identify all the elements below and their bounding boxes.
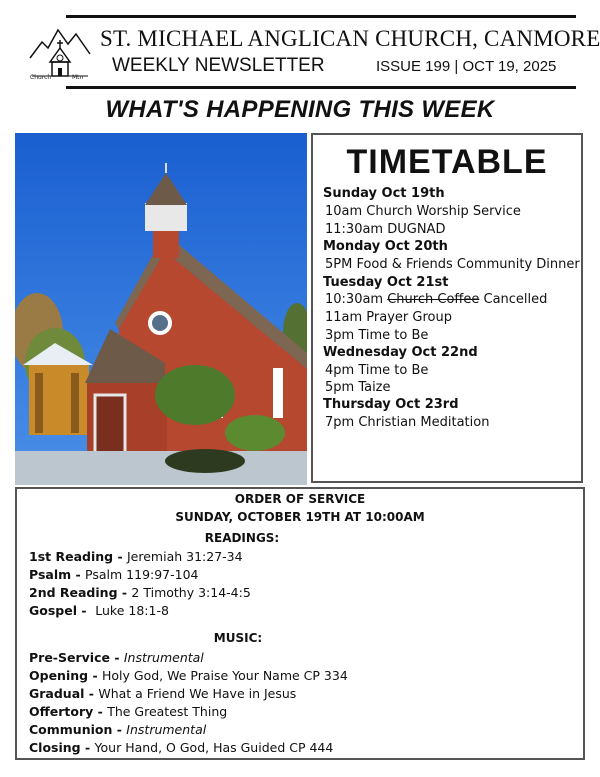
row-separator: - <box>113 549 127 564</box>
order-of-service-title: ORDER OF SERVICE <box>234 492 366 506</box>
newsletter-title: WEEKLY NEWSLETTER <box>112 55 325 76</box>
row-separator: - <box>71 567 86 582</box>
timetable-text: 11:30am DUGNAD <box>325 222 446 237</box>
order-of-service-box <box>15 487 585 760</box>
timetable-item <box>325 204 521 219</box>
row-value: Your Hand, O God, Has Guided CP 444 <box>94 740 334 755</box>
music-row <box>29 668 348 683</box>
timetable-item <box>325 363 428 378</box>
row-label: 2nd Reading <box>29 585 118 600</box>
timetable-item <box>325 257 580 272</box>
row-value: Instrumental <box>126 722 207 737</box>
row-label: Closing <box>29 740 81 755</box>
row-separator: - <box>80 740 95 755</box>
row-separator: - <box>84 686 99 701</box>
row-value: What a Friend We Have in Jesus <box>98 686 297 701</box>
reading-row <box>29 567 199 582</box>
row-value: Holy God, We Praise Your Name CP 334 <box>102 668 348 683</box>
timetable-text: 5PM Food & Friends Community Dinner <box>325 257 580 272</box>
timetable-day <box>323 345 478 360</box>
timetable-text: 5pm Taize <box>325 380 391 395</box>
row-value: 2 Timothy 3:14-4:5 <box>131 585 251 600</box>
timetable-text: 10:30am <box>325 292 388 307</box>
timetable-text: 3pm Time to Be <box>325 328 429 343</box>
row-value: Psalm 119:97-104 <box>85 567 199 582</box>
timetable-item <box>325 415 489 430</box>
music-row <box>29 722 206 737</box>
timetable-item <box>325 292 547 307</box>
timetable-day <box>323 186 445 201</box>
row-label: Opening <box>29 668 89 683</box>
row-label: Gospel <box>29 603 77 618</box>
row-label: Pre-Service <box>29 650 110 665</box>
timetable-status: Cancelled <box>479 292 548 307</box>
timetable-item <box>325 328 428 343</box>
reading-row <box>29 585 251 600</box>
row-value: Instrumental <box>123 650 204 665</box>
music-row <box>29 650 204 665</box>
timetable-text: Wednesday Oct 22nd <box>323 345 478 360</box>
timetable-text: 7pm Christian Meditation <box>325 415 490 430</box>
row-value: Jeremiah 31:27-34 <box>127 549 243 564</box>
timetable-text: Thursday Oct 23rd <box>323 397 459 412</box>
readings-heading: READINGS: <box>204 531 280 545</box>
timetable-text: 11am Prayer Group <box>325 310 452 325</box>
header-top-rule <box>66 15 576 18</box>
row-label: Gradual <box>29 686 85 701</box>
row-label: Offertory <box>29 704 94 719</box>
timetable-text: Monday Oct 20th <box>323 239 448 254</box>
timetable-title: TIMETABLE <box>346 143 548 181</box>
music-row <box>29 686 296 701</box>
music-row <box>29 704 227 719</box>
music-row <box>29 740 333 755</box>
reading-row <box>29 603 169 618</box>
row-value: The Greatest Thing <box>107 704 228 719</box>
timetable-text: 10am Church Worship Service <box>325 204 521 219</box>
row-separator: - <box>112 722 127 737</box>
timetable-box <box>311 133 583 483</box>
header-bottom-rule <box>66 86 576 89</box>
church-photo <box>15 133 307 485</box>
page-headline: WHAT'S HAPPENING THIS WEEK <box>105 96 495 123</box>
row-separator: - <box>88 668 102 683</box>
row-label: 1st Reading <box>29 549 114 564</box>
row-label: Communion <box>29 722 113 737</box>
service-date: SUNDAY, OCTOBER 19TH AT 10:00AM <box>175 510 425 524</box>
row-separator: - <box>93 704 108 719</box>
timetable-text: Tuesday Oct 21st <box>323 275 449 290</box>
timetable-item <box>325 310 452 325</box>
logo-text-right: Mtn <box>72 74 84 81</box>
row-value: Luke 18:1-8 <box>95 603 169 618</box>
timetable-day <box>323 239 448 254</box>
issue-info: ISSUE 199 | OCT 19, 2025 <box>376 58 557 75</box>
timetable-item <box>325 222 445 237</box>
timetable-item <box>325 380 391 395</box>
timetable-day <box>323 397 459 412</box>
row-separator: - <box>109 650 124 665</box>
timetable-text: 4pm Time to Be <box>325 363 429 378</box>
music-heading: MUSIC: <box>213 631 263 645</box>
timetable-struck-text: Church Coffee <box>387 292 480 307</box>
row-label: Psalm <box>29 567 72 582</box>
row-separator: - <box>77 603 96 618</box>
timetable-day <box>323 275 448 290</box>
timetable-text: Sunday Oct 19th <box>323 186 445 201</box>
logo-text-left: Church <box>30 74 52 81</box>
reading-row <box>29 549 243 564</box>
church-name: ST. MICHAEL ANGLICAN CHURCH, CANMORE <box>100 26 600 51</box>
row-separator: - <box>117 585 132 600</box>
